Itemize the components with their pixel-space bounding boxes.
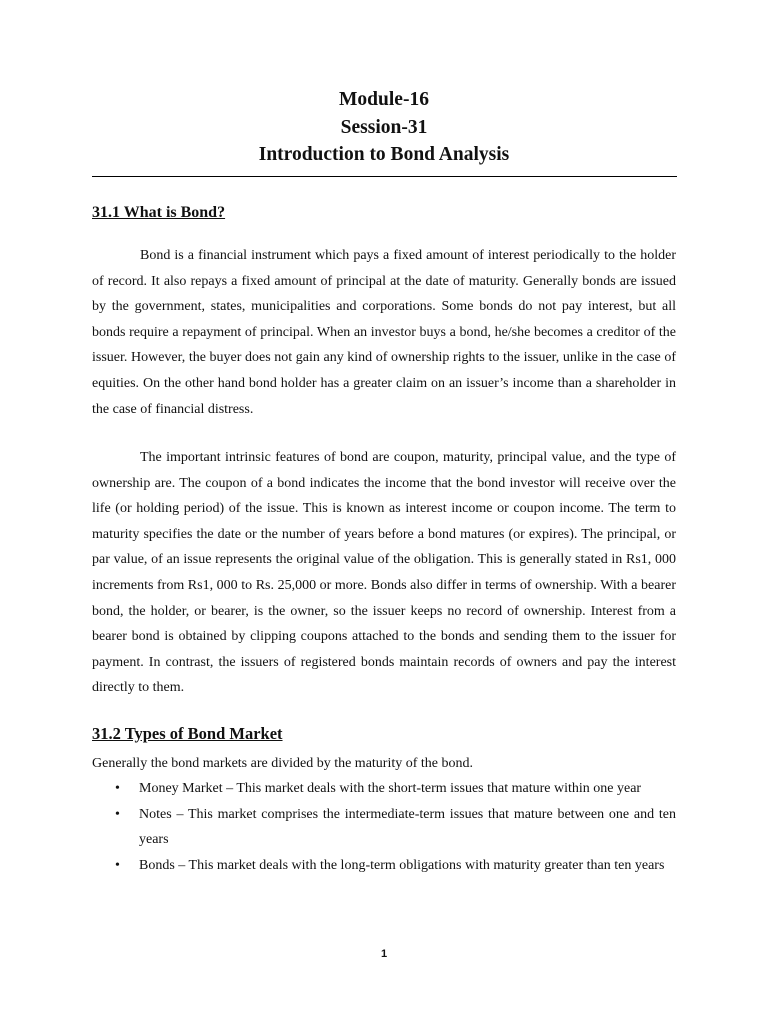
list-item-bonds bbox=[92, 853, 676, 879]
page-number: 1 bbox=[380, 948, 388, 960]
paragraph-bond-features: The important intrinsic features of bond are coupon, maturity, principal value, and the type of ownership are. The coupon of a bond indicates the income that the bond investor will receive over the life (or holding period) of the issue. This is known as interest income or coupon income. The term to maturity specifies the date or the number of years before a bond matures (or expires). The principal, or par value, of an issue represents the original value of the obligation. This is generally stated in Rs1, 000 increments from Rs1, 000 to Rs. 25,000 or more. Bonds also differ in terms of ownership. With a bearer bond, the holder, or bearer, is the owner, so the issuer keeps no record of ownership. Interest from a bearer bond is obtained by clipping coupons attached to the bonds and sending them to the issuer for payment. In contrast, the issuers of registered bonds maintain records of owners and pay the interest directly to them. bbox=[92, 450, 676, 696]
title-divider bbox=[92, 176, 677, 177]
paragraph-bond-definition: Bond is a financial instrument which pays a fixed amount of interest periodically to the holder of record. It also repays a fixed amount of principal at the date of maturity. Generally bonds are issued by the government, states, municipalities and corporations. Some bonds do not pay interest, but all bonds require a repayment of principal. When an investor buys a bond, he/she becomes a creditor of the issuer. However, the buyer does not gain any kind of ownership rights to the issuer, unlike in the case of equities. On the other hand bond holder has a greater claim on an issuer’s income than a shareholder in the case of financial distress. bbox=[92, 248, 676, 417]
section-heading-types-of-bond-market: 31.2 Types of Bond Market bbox=[92, 724, 283, 743]
list-item-notes bbox=[92, 802, 676, 853]
paragraph-bond-market-intro: Generally the bond markets are divided by the maturity of the bond. bbox=[92, 756, 474, 771]
list-item-money-market bbox=[92, 776, 676, 802]
document-title: Introduction to Bond Analysis bbox=[258, 144, 510, 165]
module-title: Module-16 bbox=[339, 89, 429, 110]
bullet-icon: • bbox=[115, 806, 120, 822]
bond-market-types-list bbox=[92, 776, 676, 878]
bullet-icon: • bbox=[115, 781, 120, 796]
session-title: Session-31 bbox=[340, 116, 428, 138]
list-item-text: Bonds – This market deals with the long-term obligations with maturity greater than ten years bbox=[139, 857, 665, 873]
bullet-icon: • bbox=[115, 857, 120, 873]
title-block bbox=[0, 86, 768, 169]
list-item-text: Money Market – This market deals with the short-term issues that mature within one year bbox=[139, 781, 642, 796]
list-item-text: Notes – This market comprises the intermediate-term issues that mature between one and ten years bbox=[139, 806, 676, 848]
section-heading-what-is-bond: 31.1 What is Bond? bbox=[92, 204, 226, 221]
